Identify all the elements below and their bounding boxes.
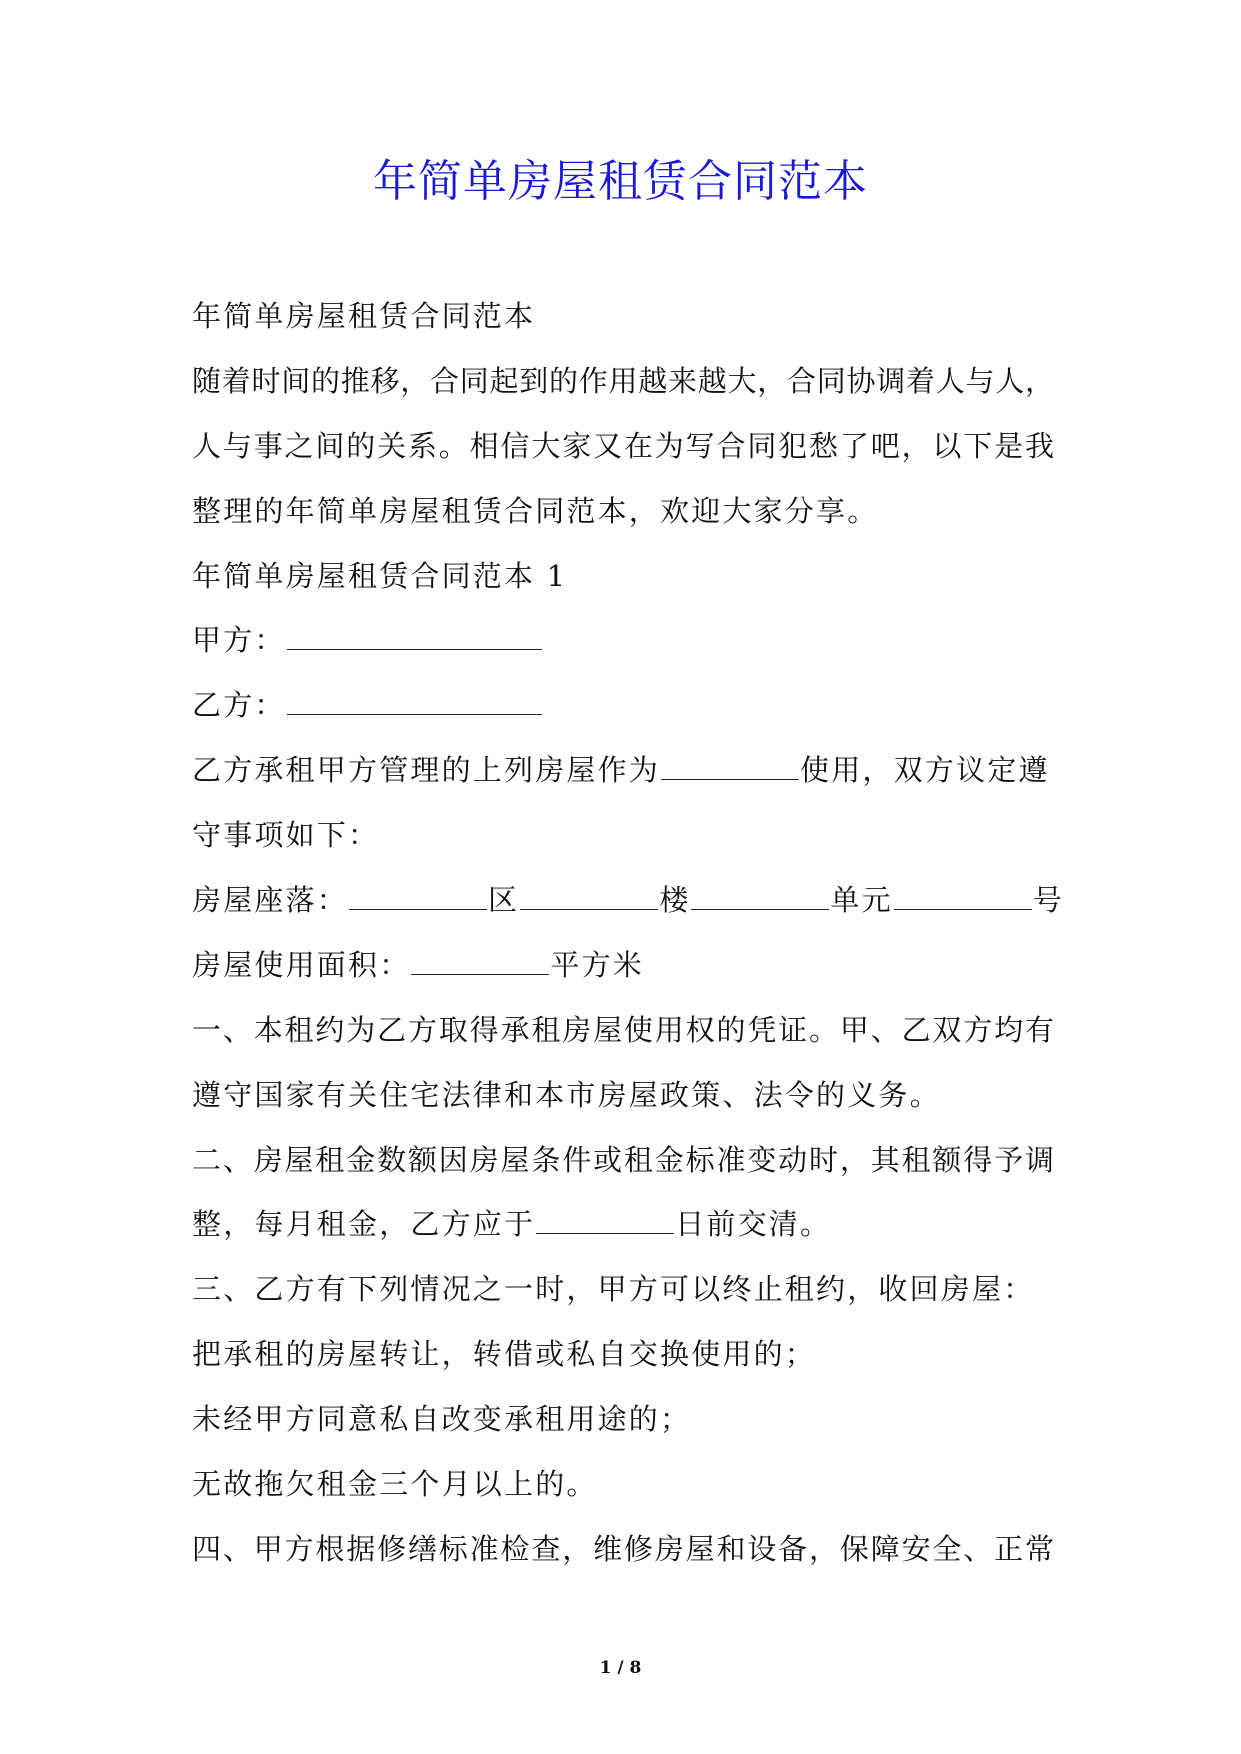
unit-label: 单元 [830, 883, 893, 918]
page-number: 1 / 8 [599, 1658, 642, 1678]
document-title: 年简单房屋租赁合同范本 [373, 156, 868, 207]
subtitle-line: 年简单房屋租赁合同范本 [192, 299, 536, 333]
area-label: 房屋使用面积： [192, 947, 411, 982]
usage-line [192, 738, 1054, 803]
clause-2-line-2 [192, 1192, 1054, 1257]
location-line [192, 868, 1065, 933]
rent-text-b: 日前交清。 [675, 1207, 832, 1242]
party-a-line [192, 608, 1054, 673]
clause-1-line-2: 遵守国家有关住宅法律和本市房屋政策、法令的义务。 [192, 1077, 941, 1112]
usage-blank [661, 753, 799, 780]
district-label: 区 [488, 883, 520, 918]
area-line [192, 933, 1054, 998]
intro-line-1: 随着时间的推移，合同起到的作用越来越大，合同协调着人与人， [192, 363, 1054, 398]
district-blank [349, 883, 487, 910]
clause-3-item-2: 未经甲方同意私自改变承租用途的； [192, 1402, 692, 1437]
party-a-blank [287, 623, 542, 650]
usage-text-b: 使用，双方议定遵 [800, 753, 1050, 788]
building-label: 楼 [659, 883, 691, 918]
intro-line-2: 人与事之间的关系。相信大家又在为写合同犯愁了吧，以下是我 [192, 428, 1054, 463]
rent-text-a: 整，每月租金，乙方应于 [192, 1207, 536, 1242]
area-unit: 平方米 [550, 947, 645, 982]
intro-line-3: 整理的年简单房屋租赁合同范本，欢迎大家分享。 [192, 493, 879, 528]
party-b-line [192, 673, 1054, 738]
party-a-label: 甲方： [192, 623, 286, 658]
clause-3-item-1: 把承租的房屋转让，转借或私自交换使用的； [192, 1337, 817, 1372]
party-b-label: 乙方： [192, 688, 286, 723]
area-blank [411, 948, 549, 975]
clause-2-line-1: 二、房屋租金数额因房屋条件或租金标准变动时，其租额得予调 [192, 1142, 1054, 1177]
party-b-blank [287, 688, 542, 715]
clause-4-line-1: 四、甲方根据修缮标准检查，维修房屋和设备，保障安全、正常 [192, 1531, 1054, 1566]
unit-blank [691, 883, 829, 910]
number-blank [894, 883, 1032, 910]
building-blank [520, 883, 658, 910]
clause-3-line-1: 三、乙方有下列情况之一时，甲方可以终止租约，收回房屋： [192, 1272, 1035, 1307]
number-label: 号 [1032, 883, 1065, 918]
rent-day-blank [536, 1207, 674, 1234]
clause-3-item-3: 无故拖欠租金三个月以上的。 [192, 1467, 598, 1502]
document-body [192, 284, 1065, 1582]
usage-text-a: 乙方承租甲方管理的上列房屋作为 [192, 753, 661, 788]
clause-1-line-1: 一、本租约为乙方取得承租房屋使用权的凭证。甲、乙双方均有 [192, 1012, 1054, 1047]
usage-line-2: 守事项如下： [192, 818, 380, 853]
section-heading-1: 年简单房屋租赁合同范本 1 [192, 558, 568, 593]
location-label: 房屋座落： [192, 883, 349, 918]
